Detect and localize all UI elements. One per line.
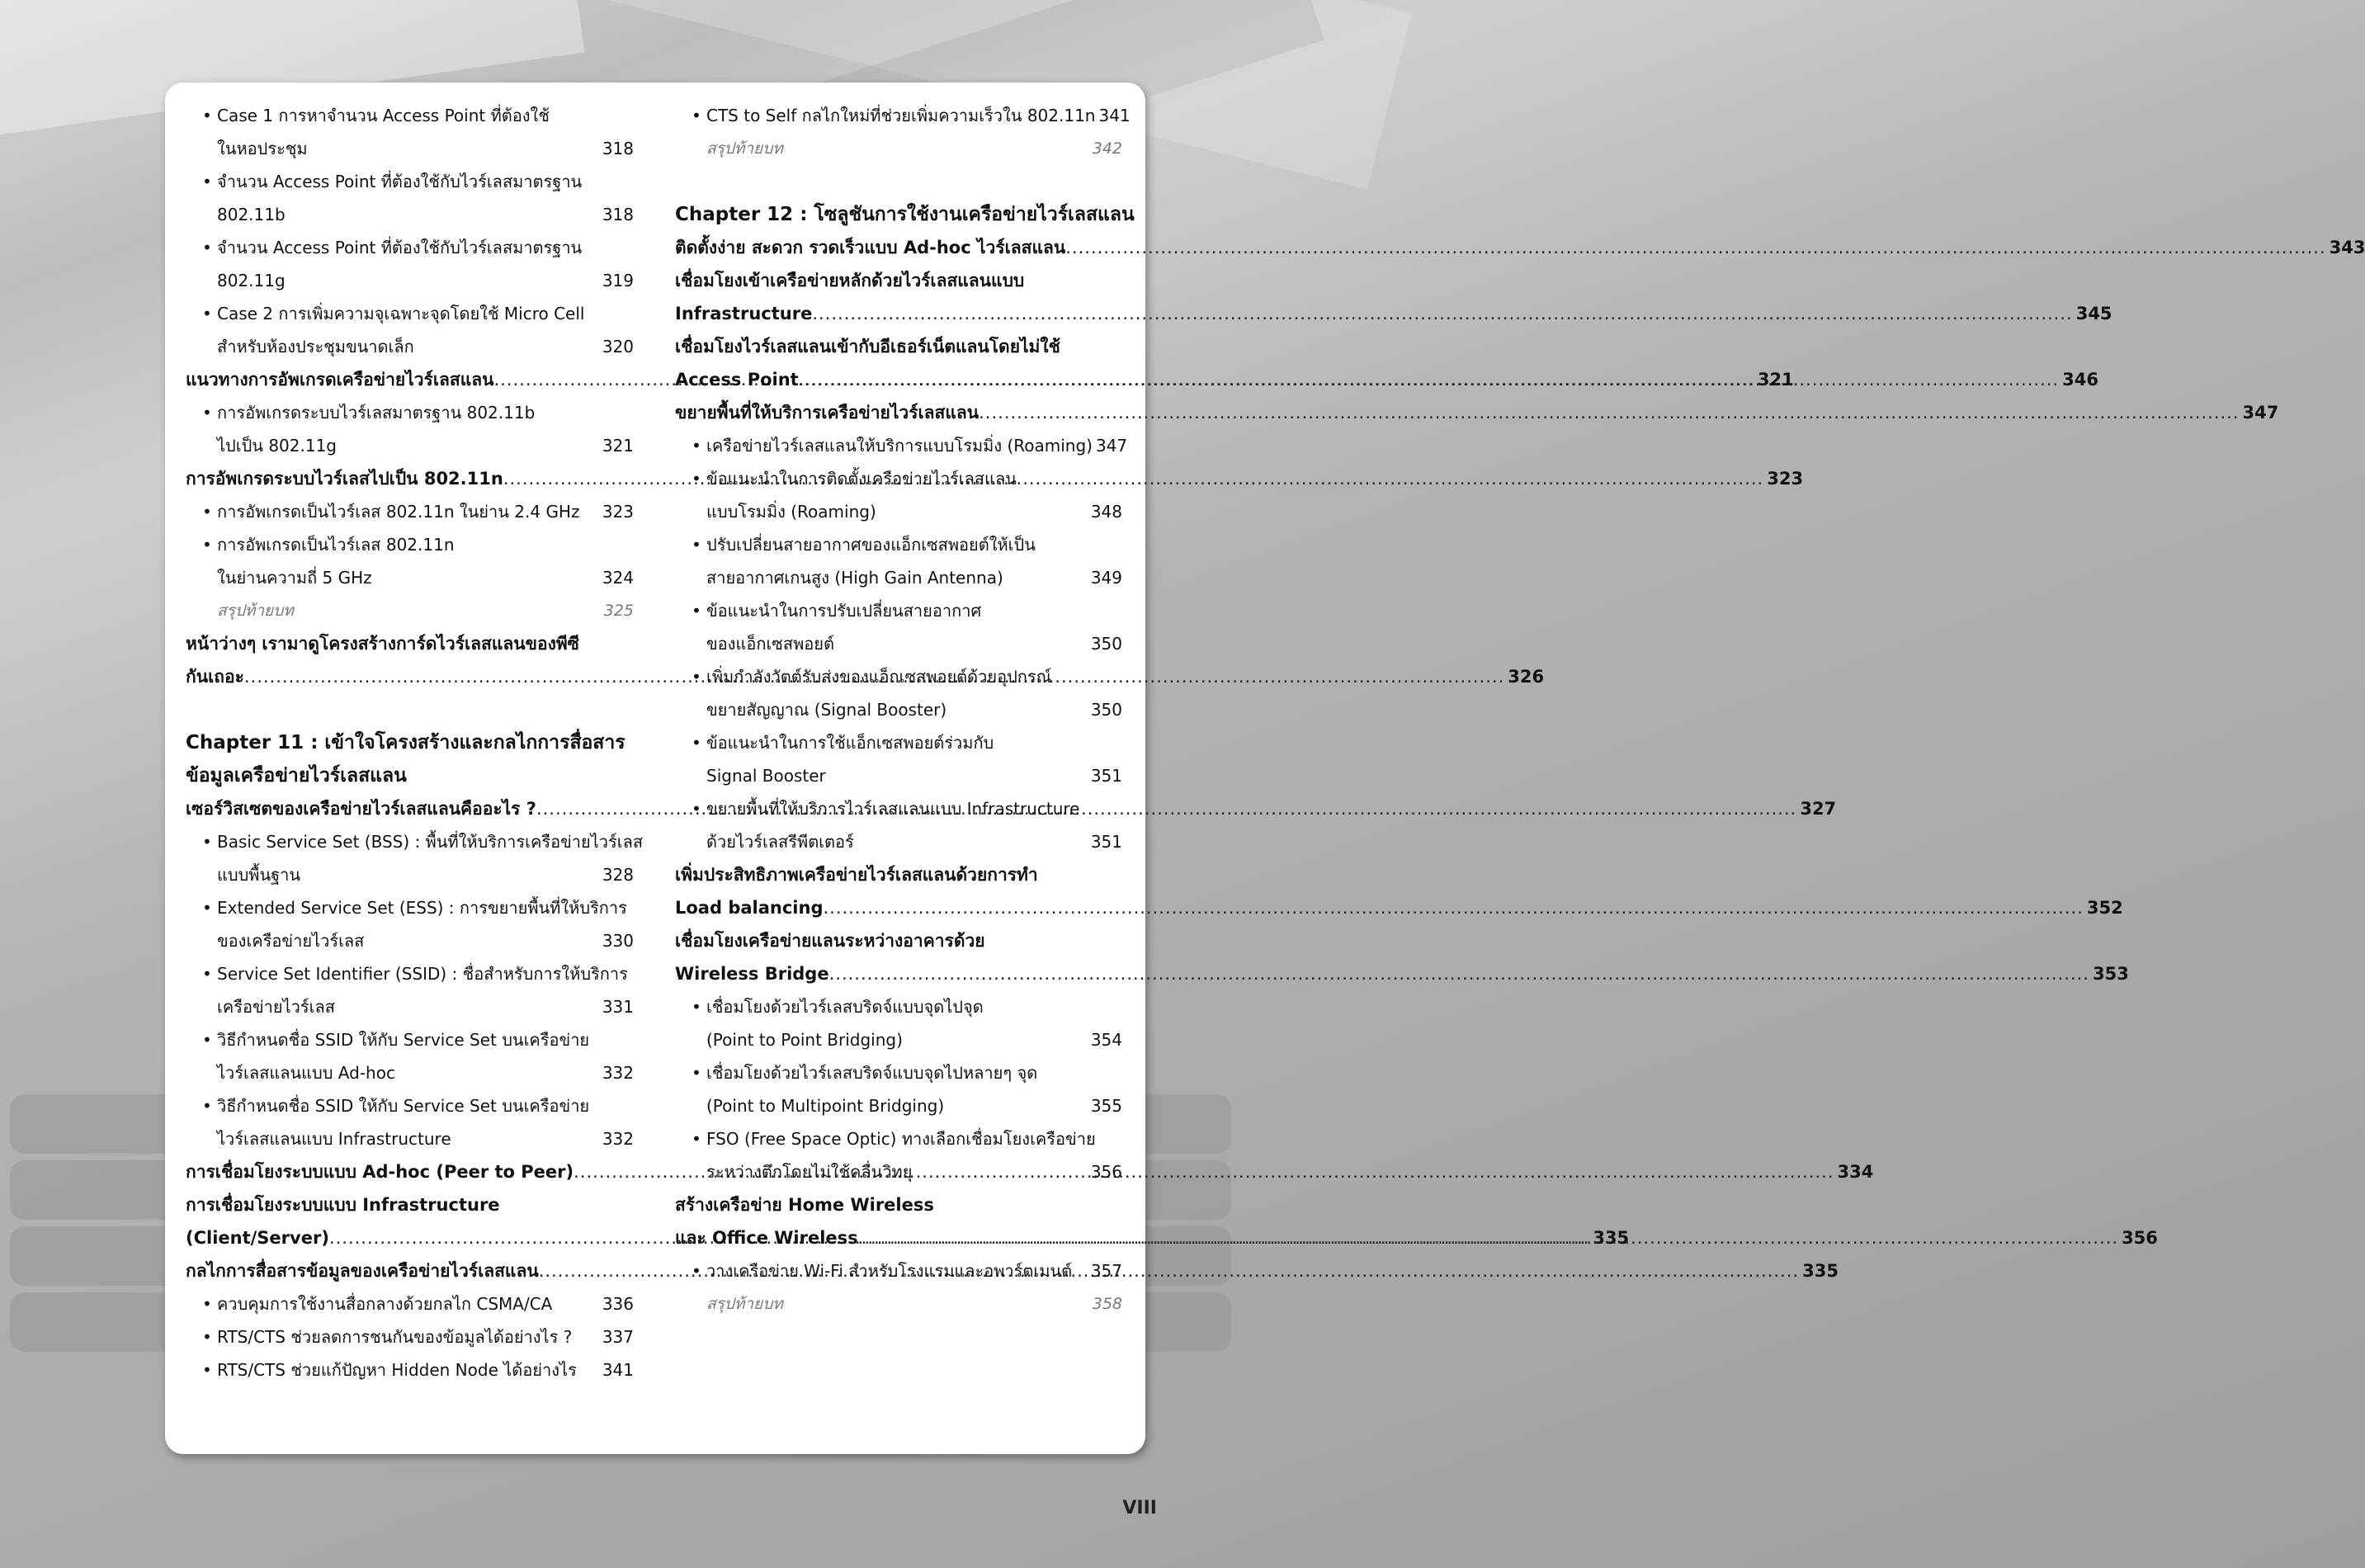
toc-entry xyxy=(675,891,2123,924)
toc-subentry xyxy=(675,825,1122,858)
toc-entry-title: ข้อมูลเครือข่ายไวร์เลสแลน xyxy=(186,765,407,786)
toc-subentry xyxy=(186,429,634,462)
toc-summary xyxy=(675,132,1122,165)
toc-subentry xyxy=(675,594,1122,627)
toc-entry-title: เครือข่ายไวร์เลส xyxy=(217,997,335,1017)
toc-entry-title: • เพิ่มกำลังวัตต์รับส่งของแอ็กเซสพอยต์ด้วยอุปกรณ์ xyxy=(706,667,1052,687)
toc-entry-title: • RTS/CTS ช่วยลดการชนกันของข้อมูลได้อย่างไร ? xyxy=(217,1327,573,1347)
toc-entry-title: • เครือข่ายไวร์เลสแลนให้บริการแบบโรมมิ่ง (Roaming) xyxy=(706,436,1093,456)
toc-page-number: 356 xyxy=(1090,1162,1122,1182)
dot-leader xyxy=(858,1221,2118,1254)
toc-entry-title: สรุปท้ายบท xyxy=(217,602,294,620)
toc-entry-title: • ขยายพื้นที่ให้บริการไวร์เลสแลนแบบ Infrastructure xyxy=(706,799,1080,819)
toc-page-number: 334 xyxy=(1837,1162,1874,1182)
toc-page-number: 319 xyxy=(602,271,634,290)
toc-page-number: 320 xyxy=(602,337,634,357)
toc-subentry xyxy=(186,165,634,198)
toc-entry-title: หน้าว่างๆ เรามาดูโครงสร้างการ์ดไวร์เลสแลนของพีซี xyxy=(186,634,579,654)
toc-entry-title: • Service Set Identifier (SSID) : ชื่อสำหรับการให้บริการ xyxy=(217,964,628,984)
toc-entry-title: สรุปท้ายบท xyxy=(706,1295,783,1313)
toc-page-number: 351 xyxy=(1090,766,1122,786)
dot-leader xyxy=(1065,231,2325,264)
toc-entry-title: Access Point xyxy=(675,370,799,390)
toc-page-number: 347 xyxy=(1095,436,1128,456)
dot-leader xyxy=(823,891,2083,924)
toc-subentry xyxy=(186,990,634,1023)
toc-entry-title: เพิ่มประสิทธิภาพเครือข่ายไวร์เลสแลนด้วยการทำ xyxy=(675,865,1038,885)
toc-entry-title: • เชื่อมโยงด้วยไวร์เลสบริดจ์แบบจุดไปหลายๆ จุด xyxy=(706,1063,1038,1083)
toc-entry-title: • จำนวน Access Point ที่ต้องใช้กับไวร์เลสมาตรฐาน xyxy=(217,172,583,191)
toc-page-number: 336 xyxy=(602,1294,634,1314)
toc-entry-title: ขยายสัญญาณ (Signal Booster) xyxy=(706,700,947,720)
toc-entry-title: • Basic Service Set (BSS) : พื้นที่ให้บริการเครือข่ายไวร์เลส xyxy=(217,832,644,852)
toc-page-number: 327 xyxy=(1800,799,1837,819)
toc-entry-title: ของแอ็กเซสพอยต์ xyxy=(706,634,834,654)
toc-entry-title: Signal Booster xyxy=(706,766,826,786)
toc-subentry xyxy=(675,726,1122,759)
toc-entry-title: (Point to Point Bridging) xyxy=(706,1030,903,1050)
dot-leader xyxy=(799,363,2059,396)
toc-page-number: 332 xyxy=(602,1063,634,1083)
toc-subentry xyxy=(675,660,1122,693)
toc-subentry xyxy=(186,891,634,924)
toc-subentry xyxy=(186,198,634,231)
toc-page-number: 353 xyxy=(2092,964,2129,984)
dot-leader xyxy=(812,297,2072,330)
chapter-heading xyxy=(186,759,634,792)
toc-subentry xyxy=(186,297,634,330)
toc-subentry xyxy=(675,627,1122,660)
toc-summary xyxy=(675,1287,1122,1320)
toc-entry xyxy=(186,1188,634,1221)
toc-entry-title: • การอัพเกรดระบบไวร์เลสมาตรฐาน 802.11b xyxy=(217,403,536,423)
toc-entry-title: แบบพื้นฐาน xyxy=(217,865,301,885)
toc-page-number: 321 xyxy=(1757,370,1794,390)
toc-entry-title: สรุปท้ายบท xyxy=(706,139,783,158)
toc-entry-title: เชื่อมโยงเข้าเครือข่ายหลักด้วยไวร์เลสแลนแบบ xyxy=(675,271,1025,290)
toc-subentry xyxy=(675,429,1128,462)
toc-entry-title: • ควบคุมการใช้งานสื่อกลางด้วยกลไก CSMA/CA xyxy=(217,1294,553,1314)
toc-subentry xyxy=(186,330,634,363)
toc-entry-title: ไปเป็น 802.11g xyxy=(217,436,337,456)
toc-page-number: 346 xyxy=(2062,370,2098,390)
toc-entry-title: • ข้อแนะนำในการใช้แอ็กเซสพอยต์ร่วมกับ xyxy=(706,733,994,753)
toc-page-number: 347 xyxy=(2242,403,2279,423)
toc-page-number: 330 xyxy=(602,931,634,951)
toc-entry-title: การอัพเกรดระบบไวร์เลสไปเป็น 802.11n xyxy=(186,469,503,489)
toc-entry-title: (Point to Multipoint Bridging) xyxy=(706,1096,945,1116)
toc-entry-title: • จำนวน Access Point ที่ต้องใช้กับไวร์เลสมาตรฐาน xyxy=(217,238,583,257)
toc-subentry xyxy=(675,462,1122,495)
toc-entry-title: • การอัพเกรดเป็นไวร์เลส 802.11n xyxy=(217,535,455,555)
toc-page-number: 352 xyxy=(2086,898,2123,918)
toc-summary xyxy=(186,594,634,627)
toc-page-number: 326 xyxy=(1508,667,1545,687)
toc-page-number: 318 xyxy=(602,139,634,158)
toc-entry-title: ติดตั้งง่าย สะดวก รวดเร็วแบบ Ad-hoc ไวร์เลสแลน xyxy=(675,238,1066,257)
toc-entry-title: • ข้อแนะนำในการปรับเปลี่ยนสายอากาศ xyxy=(706,601,982,621)
toc-entry xyxy=(675,1188,1122,1221)
toc-subentry xyxy=(675,495,1122,528)
toc-page-number: 331 xyxy=(602,997,634,1017)
toc-entry xyxy=(675,264,1122,297)
toc-page-number: 349 xyxy=(1090,568,1122,588)
toc-entry-title: Chapter 12 : โซลูชันการใช้งานเครือข่ายไวร์เลสแลน xyxy=(675,204,1135,225)
toc-entry-title: การเชื่อมโยงระบบแบบ Ad-hoc (Peer to Peer) xyxy=(186,1162,574,1182)
toc-page-number: 323 xyxy=(602,502,634,522)
chapter-heading xyxy=(186,726,634,759)
toc-page-number: 342 xyxy=(1092,139,1122,158)
page-number: VIII xyxy=(1122,1498,1157,1518)
toc-entry-title: • เชื่อมโยงด้วยไวร์เลสบริดจ์แบบจุดไปจุด xyxy=(706,997,984,1017)
toc-entry-title: • FSO (Free Space Optic) ทางเลือกเชื่อมโยงเครือข่าย xyxy=(706,1129,1096,1149)
toc-entry-title: (Client/Server) xyxy=(186,1228,329,1248)
toc-entry-title: • วิธีกำหนดชื่อ SSID ให้กับ Service Set บนเครือข่าย xyxy=(217,1096,590,1116)
spacer xyxy=(186,693,634,726)
toc-entry-title: Infrastructure xyxy=(675,304,813,324)
toc-subentry xyxy=(675,1089,1122,1122)
dot-leader xyxy=(979,396,2239,429)
toc-subentry xyxy=(675,1056,1122,1089)
toc-subentry xyxy=(675,693,1122,726)
toc-subentry xyxy=(186,231,634,264)
toc-page-number: 341 xyxy=(1098,106,1131,125)
chapter-heading xyxy=(675,198,1135,231)
toc-page-number: 345 xyxy=(2075,304,2112,324)
toc-page-number: 348 xyxy=(1090,502,1122,522)
toc-subentry xyxy=(675,1023,1122,1056)
toc-subentry xyxy=(675,1155,1122,1188)
toc-page-number: 343 xyxy=(2329,238,2365,257)
toc-subentry xyxy=(186,1122,634,1155)
toc-subentry xyxy=(186,264,634,297)
toc-subentry xyxy=(186,957,634,990)
toc-page-number: 351 xyxy=(1090,832,1122,852)
toc-entry-title: ขยายพื้นที่ให้บริการเครือข่ายไวร์เลสแลน xyxy=(675,403,980,423)
toc-entry-title: กันเถอะ xyxy=(186,667,244,687)
toc-subentry xyxy=(186,1287,634,1320)
toc-subentry xyxy=(186,99,634,132)
toc-entry xyxy=(186,627,634,660)
toc-page-number: 324 xyxy=(602,568,634,588)
toc-entry xyxy=(675,330,1122,363)
toc-page-number: 350 xyxy=(1090,700,1122,720)
toc-subentry xyxy=(675,99,1131,132)
toc-page-number: 318 xyxy=(602,205,634,224)
toc-subentry xyxy=(675,1254,1122,1287)
toc-entry xyxy=(675,924,1122,957)
toc-page-number: 321 xyxy=(602,436,634,456)
toc-entry xyxy=(675,297,2112,330)
toc-entry-title: 802.11g xyxy=(217,271,286,290)
toc-entry-title: 802.11b xyxy=(217,205,286,224)
toc-entry-title: ในหอประชุม xyxy=(217,139,308,158)
toc-entry-title: • วิธีกำหนดชื่อ SSID ให้กับ Service Set บนเครือข่าย xyxy=(217,1030,590,1050)
toc-entry-title: • ปรับเปลี่ยนสายอากาศของแอ็กเซสพอยต์ให้เป็น xyxy=(706,535,1036,555)
toc-entry-title: กลไกการสื่อสารข้อมูลของเครือข่ายไวร์เลสแลน xyxy=(186,1261,539,1281)
toc-subentry xyxy=(186,825,644,858)
toc-subentry xyxy=(186,561,634,594)
spacer xyxy=(675,165,1122,198)
dot-leader xyxy=(829,957,2089,990)
toc-entry-title: • Case 2 การเพิ่มความจุเฉพาะจุดโดยใช้ Micro Cell xyxy=(217,304,585,324)
toc-entry-title: เชื่อมโยงไวร์เลสแลนเข้ากับอีเธอร์เน็ตแลนโดยไม่ใช้ xyxy=(675,337,1060,357)
toc-subentry xyxy=(675,561,1122,594)
toc-page-number: 335 xyxy=(1593,1228,1630,1248)
toc-entry-title: Wireless Bridge xyxy=(675,964,829,984)
toc-page-number: 357 xyxy=(1090,1261,1122,1281)
toc-subentry xyxy=(186,1023,634,1056)
toc-entry-title: เชื่อมโยงเครือข่ายแลนระหว่างอาคารด้วย xyxy=(675,931,985,951)
toc-entry-title: และ Office Wireless xyxy=(675,1228,858,1248)
toc-subentry xyxy=(675,792,1122,825)
toc-subentry xyxy=(186,132,634,165)
toc-entry-title: • การอัพเกรดเป็นไวร์เลส 802.11n ในย่าน 2.4 GHz xyxy=(217,502,580,522)
toc-subentry xyxy=(186,858,634,891)
toc-subentry xyxy=(186,924,634,957)
toc-subentry xyxy=(675,759,1122,792)
toc-page-number: 332 xyxy=(602,1129,634,1149)
toc-page-number: 356 xyxy=(2122,1228,2158,1248)
toc-entry-title: • Extended Service Set (ESS) : การขยายพื้นที่ให้บริการ xyxy=(217,898,627,918)
toc-entry-title: สำหรับห้องประชุมขนาดเล็ก xyxy=(217,337,414,357)
toc-subentry xyxy=(186,1056,634,1089)
toc-entry-title: สายอากาศเกนสูง (High Gain Antenna) xyxy=(706,568,1003,588)
toc-entry-title: ของเครือข่ายไวร์เลส xyxy=(217,931,365,951)
toc-entry-title: แนวทางการอัพเกรดเครือข่ายไวร์เลสแลน xyxy=(186,370,494,390)
toc-subentry xyxy=(186,396,634,429)
toc-subentry xyxy=(675,1122,1122,1155)
toc-entry-title: เซอร์วิสเซตของเครือข่ายไวร์เลสแลนคืออะไร ? xyxy=(186,799,536,819)
toc-entry xyxy=(675,957,2129,990)
toc-subentry xyxy=(186,1320,634,1353)
toc-entry xyxy=(675,231,2365,264)
toc-page-number: 328 xyxy=(602,865,634,885)
toc-subentry xyxy=(186,528,634,561)
toc-subentry xyxy=(675,990,1122,1023)
toc-page-number: 358 xyxy=(1092,1295,1122,1313)
toc-page-number: 354 xyxy=(1090,1030,1122,1050)
toc-entry-title: ไวร์เลสแลนแบบ Infrastructure xyxy=(217,1129,451,1149)
toc-entry-title: ระหว่างตึกโดยไม่ใช้คลื่นวิทยุ xyxy=(706,1162,913,1182)
toc-subentry xyxy=(186,1089,634,1122)
toc-entry-title: ด้วยไวร์เลสรีพีตเตอร์ xyxy=(706,832,854,852)
toc-page-number: 325 xyxy=(603,602,634,620)
toc-entry xyxy=(675,396,2279,429)
toc-entry xyxy=(675,858,1122,891)
toc-entry-title: Chapter 11 : เข้าใจโครงสร้างและกลไกการสื่อสาร xyxy=(186,732,625,753)
toc-subentry xyxy=(186,495,634,528)
toc-entry-title: ในย่านความถี่ 5 GHz xyxy=(217,568,372,588)
toc-entry-title: ไวร์เลสแลนแบบ Ad-hoc xyxy=(217,1063,395,1083)
toc-subentry xyxy=(186,1353,634,1386)
toc-entry-title: สร้างเครือข่าย Home Wireless xyxy=(675,1195,934,1215)
toc-subentry xyxy=(675,528,1122,561)
toc-entry-title: • CTS to Self กลไกใหม่ที่ช่วยเพิ่มความเร็วใน 802.11n xyxy=(706,106,1096,125)
toc-entry-title: แบบโรมมิ่ง (Roaming) xyxy=(706,502,876,522)
toc-page-number: 355 xyxy=(1090,1096,1122,1116)
toc-page-number: 323 xyxy=(1767,469,1804,489)
toc-entry-title: • วางเครือข่าย Wi-Fi สำหรับโรงแรมและอพาร์ตเมนต์ xyxy=(706,1261,1073,1281)
toc-page-number: 335 xyxy=(1802,1261,1839,1281)
toc-entry-title: • ข้อแนะนำในการติดตั้งเครือข่ายไวร์เลสแลน xyxy=(706,469,1017,489)
toc-page-number: 350 xyxy=(1090,634,1122,654)
toc-page-number: 341 xyxy=(602,1360,634,1380)
toc-entry-title: • RTS/CTS ช่วยแก้ปัญหา Hidden Node ได้อย่างไร xyxy=(217,1360,577,1380)
toc-entry-title: การเชื่อมโยงระบบแบบ Infrastructure xyxy=(186,1195,500,1215)
toc-entry-title: • Case 1 การหาจำนวน Access Point ที่ต้องใช้ xyxy=(217,106,550,125)
toc-page-number: 337 xyxy=(602,1327,634,1347)
toc-entry-title: Load balancing xyxy=(675,898,824,918)
